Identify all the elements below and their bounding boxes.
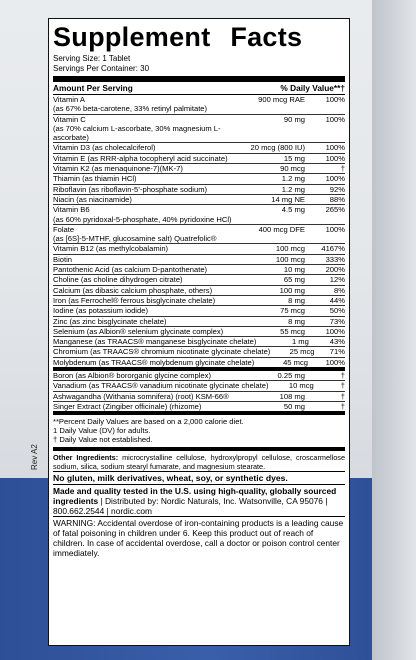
supplement-facts-panel xyxy=(48,18,350,646)
manufacturer-info xyxy=(53,484,345,516)
other-ingredients xyxy=(53,451,345,471)
nutrient-label: Manganese (as TRAACS® manganese bisglycinate chelate) xyxy=(53,337,257,347)
nutrient-dv: 265% xyxy=(325,205,345,215)
nutrient-row xyxy=(53,174,345,184)
nutrient-label: Vitamin K2 (as menaquinone-7)(MK-7) xyxy=(53,164,183,174)
nutrient-dv: 100% xyxy=(325,224,345,234)
nutrient-dv: 50% xyxy=(329,306,345,316)
nutrient-amount: 90 mcg xyxy=(280,164,305,174)
nutrient-name xyxy=(53,275,247,284)
nutrient-amount: 100 mg xyxy=(279,285,305,295)
nutrient-name xyxy=(53,381,269,390)
nutrient-name xyxy=(53,174,247,183)
nutrient-row xyxy=(53,143,345,153)
footnote: † Daily Value not established. xyxy=(53,435,153,445)
nutrient-name xyxy=(53,143,247,152)
nutrient-dv: 100% xyxy=(325,153,345,163)
nutrient-amount: 8 mg xyxy=(288,316,305,326)
nutrient-label: Choline (as choline dihydrogen citrate) xyxy=(53,275,183,285)
nutrient-label: Biotin xyxy=(53,254,72,264)
nutrient-label: Niacin (as niacinamide) xyxy=(53,194,132,204)
nutrient-label: Vitamin D3 (as cholecalciferol) xyxy=(53,143,156,153)
nutrient-source: (as 60% pyridoxal-5-phosphate, 40% pyridoxine HCl) xyxy=(53,214,232,224)
nutrient-name xyxy=(53,358,254,367)
amount-header: Amount Per Serving xyxy=(53,83,133,93)
nutrient-row xyxy=(53,392,345,402)
footnote: 1 Daily Value (DV) for adults. xyxy=(53,426,151,436)
nutrient-dv: 100% xyxy=(325,114,345,124)
nutrient-label: Selenium (as Albion® selenium glycinate complex) xyxy=(53,326,224,336)
serving-size: Serving Size: 1 Tablet xyxy=(53,54,131,63)
allergen-statement: No gluten, milk derivatives, wheat, soy, or synthetic dyes. xyxy=(53,471,345,484)
nutrient-dv: 100% xyxy=(325,326,345,336)
nutrient-name xyxy=(53,317,247,326)
nutrient-list xyxy=(53,95,345,371)
nutrient-label: Ashwagandha (Withania somnifera) (root) KSM-66® xyxy=(53,391,229,401)
nutrient-name xyxy=(53,95,247,114)
nutrient-label: Chromium (as TRAACS® chromium nicotinate glycinate chelate) xyxy=(53,347,271,357)
nutrient-name xyxy=(53,185,247,194)
nutrient-amount: 10 mcg xyxy=(288,381,314,391)
nutrient-row xyxy=(53,347,345,357)
nutrient-label: Molybdenum (as TRAACS® molybdenum glycinate chelate) xyxy=(53,357,255,367)
nutrient-row xyxy=(53,337,345,347)
package-side xyxy=(372,0,416,660)
nutrient-row xyxy=(53,154,345,164)
nutrient-label: Zinc (as zinc bisglycinate chelate) xyxy=(53,316,167,326)
nutrient-amount: 15 mg xyxy=(283,153,305,163)
nutrient-label: Pantothenic Acid (as calcium D-pantothenate) xyxy=(53,265,208,275)
nutrient-row xyxy=(53,371,345,381)
other-ingredient-list xyxy=(53,371,345,415)
nutrient-dv: 8% xyxy=(334,285,345,295)
nutrient-row xyxy=(53,95,345,115)
nutrient-name xyxy=(53,337,256,346)
nutrient-dv: 43% xyxy=(329,337,345,347)
nutrient-source: (as 67% beta-carotene, 33% retinyl palmitate) xyxy=(53,104,208,114)
servings-per-container: Servings Per Container: 30 xyxy=(53,64,150,73)
nutrient-row xyxy=(53,255,345,265)
nutrient-label: Calcium (as dibasic calcium phosphate, others) xyxy=(53,285,213,295)
nutrient-dv: 333% xyxy=(325,254,345,264)
nutrient-row xyxy=(53,317,345,327)
nutrient-dv: 73% xyxy=(329,316,345,326)
nutrient-label: Vitamin B12 (as methylcobalamin) xyxy=(53,244,169,254)
nutrient-name xyxy=(53,306,247,315)
nutrient-dv: † xyxy=(340,391,345,401)
nutrient-label: Vitamin E (as RRR-alpha tocopheryl acid succinate) xyxy=(53,153,228,163)
nutrient-row xyxy=(53,244,345,254)
nutrient-amount: 50 mg xyxy=(283,401,305,411)
nutrient-label: Vitamin A xyxy=(53,95,85,104)
nutrient-dv: † xyxy=(340,164,345,174)
nutrient-name xyxy=(53,205,247,224)
nutrient-dv: 4167% xyxy=(321,244,345,254)
nutrient-amount: 10 mg xyxy=(283,265,305,275)
nutrient-dv: 100% xyxy=(325,174,345,184)
made-in-statement: Made and quality tested in the U.S. using high-quality, globally sourced ingredients xyxy=(53,485,337,506)
nutrient-name xyxy=(53,164,247,173)
nutrient-row xyxy=(53,327,345,337)
nutrient-dv: 12% xyxy=(329,275,345,285)
nutrient-row xyxy=(53,265,345,275)
nutrient-amount: 55 mcg xyxy=(280,326,305,336)
nutrient-name xyxy=(53,195,247,204)
panel-title: Supplement Facts xyxy=(53,22,303,52)
nutrient-amount: 90 mg xyxy=(283,114,305,124)
nutrient-dv: † xyxy=(340,381,345,391)
nutrient-row xyxy=(53,286,345,296)
nutrient-name xyxy=(53,225,247,244)
nutrient-row xyxy=(53,402,345,415)
nutrient-label: Thiamin (as thiamin HCl) xyxy=(53,174,137,184)
nutrient-amount: 8 mg xyxy=(288,295,305,305)
nutrient-row xyxy=(53,306,345,316)
nutrient-dv: 200% xyxy=(325,265,345,275)
nutrient-amount: 1.2 mg xyxy=(281,174,305,184)
nutrient-name xyxy=(53,244,247,253)
other-ingredients-text: microcrystalline cellulose, hydroxylpropyl cellulose, croscarmellose sodium, silica, sodium stearyl fumarate, and magnesium stearate. xyxy=(53,453,346,472)
nutrient-amount: 25 mcg xyxy=(289,347,315,357)
nutrient-row xyxy=(53,381,345,391)
nutrient-dv: 44% xyxy=(329,295,345,305)
nutrient-name xyxy=(53,115,247,143)
nutrient-label: Vitamin B6 xyxy=(53,205,90,215)
nutrient-label: Iodine (as potassium iodide) xyxy=(53,306,148,316)
nutrient-name xyxy=(53,286,247,295)
nutrient-label: Singer Extract (Zingiber officinale) (rhizome) xyxy=(53,401,202,411)
distributor-info: | Distributed by: Nordic Naturals, Inc. Watsonville, CA 95076 | 800.662.2544 | nordic.com xyxy=(53,495,328,516)
nutrient-amount: 1.2 mg xyxy=(281,184,305,194)
nutrient-amount: 45 mcg xyxy=(283,357,308,367)
nutrient-dv: 92% xyxy=(329,184,345,194)
nutrient-amount: 100 mcg xyxy=(275,244,305,254)
nutrient-amount: 4.5 mg xyxy=(281,205,305,215)
revision-label: Rev A2 xyxy=(30,444,39,470)
nutrient-dv: 100% xyxy=(325,95,345,104)
nutrient-row xyxy=(53,205,345,225)
nutrient-amount: 0.25 mg xyxy=(277,371,305,381)
nutrient-label: Iron (as Ferrochel® ferrous bisglycinate chelate) xyxy=(53,295,216,305)
other-ingredients-label: Other Ingredients: xyxy=(53,453,119,463)
nutrient-dv: † xyxy=(340,371,345,381)
nutrient-amount: 20 mcg (800 IU) xyxy=(250,143,305,153)
nutrient-row xyxy=(53,164,345,174)
nutrient-name xyxy=(53,296,247,305)
nutrient-label: Vitamin C xyxy=(53,114,86,124)
nutrient-name xyxy=(53,154,247,163)
nutrient-dv: 88% xyxy=(329,194,345,204)
nutrient-amount: 100 mcg xyxy=(275,254,305,264)
nutrient-amount: 108 mg xyxy=(279,391,305,401)
iron-warning: WARNING: Accidental overdose of iron-containing products is a leading cause of fatal poisoning in children under 6. Keep this product out of reach of children. In case of accidental overdose, call a doctor or poison control center immediately. xyxy=(53,517,344,558)
nutrient-amount: 400 mcg DFE xyxy=(258,224,305,234)
nutrient-label: Riboflavin (as riboflavin-5’-phosphate sodium) xyxy=(53,184,208,194)
dv-header: % Daily Value**† xyxy=(280,83,345,93)
nutrient-label: Vanadium (as TRAACS® vanadium nicotinate glycinate chelate) xyxy=(53,381,269,391)
nutrient-name xyxy=(53,255,247,264)
nutrient-name xyxy=(53,402,247,411)
nutrient-amount: 1 mg xyxy=(291,337,309,347)
nutrient-label: Folate xyxy=(53,224,75,234)
nutrient-row xyxy=(53,185,345,195)
nutrient-dv: † xyxy=(340,401,345,411)
column-header xyxy=(53,82,345,95)
nutrient-amount: 75 mcg xyxy=(280,306,305,316)
nutrient-dv: 100% xyxy=(325,143,345,153)
nutrient-row xyxy=(53,195,345,205)
nutrient-name xyxy=(53,371,247,380)
nutrient-row xyxy=(53,358,345,371)
nutrient-amount: 65 mg xyxy=(283,275,305,285)
footnote: **Percent Daily Values are based on a 2,000 calorie diet. xyxy=(53,417,244,427)
nutrient-amount: 14 mg NE xyxy=(271,194,305,204)
nutrient-name xyxy=(53,347,270,356)
nutrient-row xyxy=(53,275,345,285)
nutrient-source: (as 70% calcium L-ascorbate, 30% magnesium L-ascorbate) xyxy=(53,123,221,143)
footnotes xyxy=(53,415,345,444)
nutrient-row xyxy=(53,225,345,245)
nutrient-name xyxy=(53,265,247,274)
nutrient-dv: 71% xyxy=(329,347,345,357)
nutrient-dv: 100% xyxy=(325,357,345,367)
nutrient-row xyxy=(53,296,345,306)
nutrient-row xyxy=(53,115,345,144)
nutrient-source: (as [6S]-5-MTHF, glucosamine salt) Quatrefolic® xyxy=(53,234,217,244)
nutrient-amount: 900 mcg RAE xyxy=(258,95,305,104)
nutrient-name xyxy=(53,392,247,401)
nutrient-name xyxy=(53,327,247,336)
nutrient-label: Boron (as Albion® bororganic glycine complex) xyxy=(53,371,211,381)
